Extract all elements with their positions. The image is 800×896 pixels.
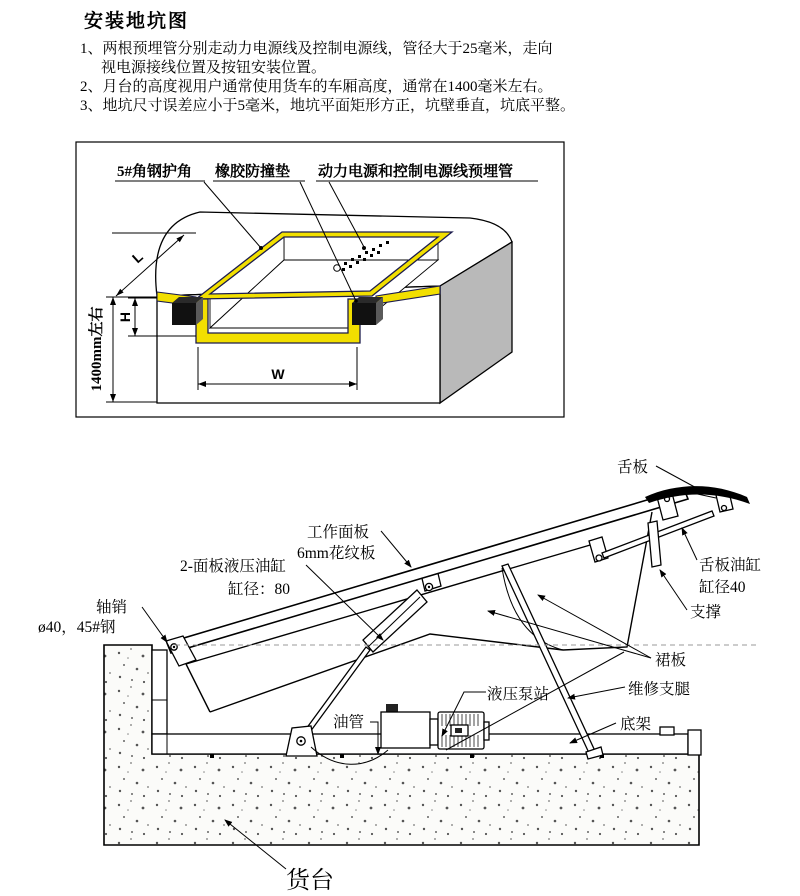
tank-cap: [386, 704, 398, 712]
service-leg-label: 维修支腿: [628, 681, 691, 698]
page-title: 安装地坑图: [84, 11, 190, 32]
support-bar: [648, 521, 661, 567]
motor-end-cap: [484, 722, 489, 740]
base-frame-block: [660, 727, 674, 735]
dim-length: L: [128, 248, 146, 267]
base-frame-end-cap: [688, 730, 701, 755]
note-1-line-2: 视电源接线位置及按钮安装位置。: [101, 60, 327, 76]
lip-cylinder-label-1: 舌板油缸: [699, 557, 762, 574]
ramp-frame: [186, 512, 652, 712]
main-cylinder-label-2: 缸径：80: [228, 581, 291, 598]
rubber-pad-label: 橡胶防撞垫: [215, 164, 291, 180]
pin-label-2: ø40，45#钢: [38, 619, 116, 636]
lip-label: 舌板: [617, 459, 649, 476]
base-frame-post: [152, 650, 167, 734]
dim-width: W: [271, 366, 285, 382]
pump-coupling: [430, 719, 438, 745]
conduit-label: 动力电源和控制电源线预埋管: [318, 164, 514, 180]
support-label: 支撑: [690, 604, 722, 621]
pump-label: 液压泵站: [487, 686, 550, 703]
deck-label-2: 6mm花纹板: [297, 545, 376, 562]
base-frame-label: 底架: [620, 716, 652, 733]
platform-label: 货台: [286, 868, 334, 894]
skirt-label: 裙板: [655, 652, 687, 669]
pin-label-1: 轴销: [96, 599, 128, 616]
deck: [166, 489, 688, 666]
note-1-line-1: 1、两根预埋管分别走动力电源线及控制电源线，管径大于25毫米，走向: [80, 41, 553, 57]
lip-assembly: [589, 486, 750, 567]
pit-diagram: [76, 142, 564, 417]
deck-label-1: 工作面板: [307, 524, 370, 541]
right-pad: [352, 303, 376, 325]
main-cylinder-label-1: 2-面板液压油缸: [180, 558, 286, 575]
corner-guard-label: 5#角钢护角: [117, 164, 193, 180]
dim-platform-height: 1400mm左右: [89, 306, 105, 392]
dim-depth: H: [117, 311, 133, 323]
note-2: 2、月台的高度视用户通常使用货车的车厢高度，通常在1400毫米左右。: [80, 79, 553, 95]
service-leg: [502, 564, 603, 759]
note-3: 3、地坑尺寸误差应小于5毫米，地坑平面矩形方正，坑壁垂直，坑底平整。: [80, 98, 576, 114]
oil-tank: [381, 712, 430, 748]
hinge-pin: [173, 646, 175, 648]
leveler-diagram: [38, 458, 761, 894]
lip-cylinder-label-2: 缸径40: [699, 579, 746, 596]
left-pad: [172, 303, 196, 325]
oil-pipe-label: 油管: [333, 714, 365, 731]
